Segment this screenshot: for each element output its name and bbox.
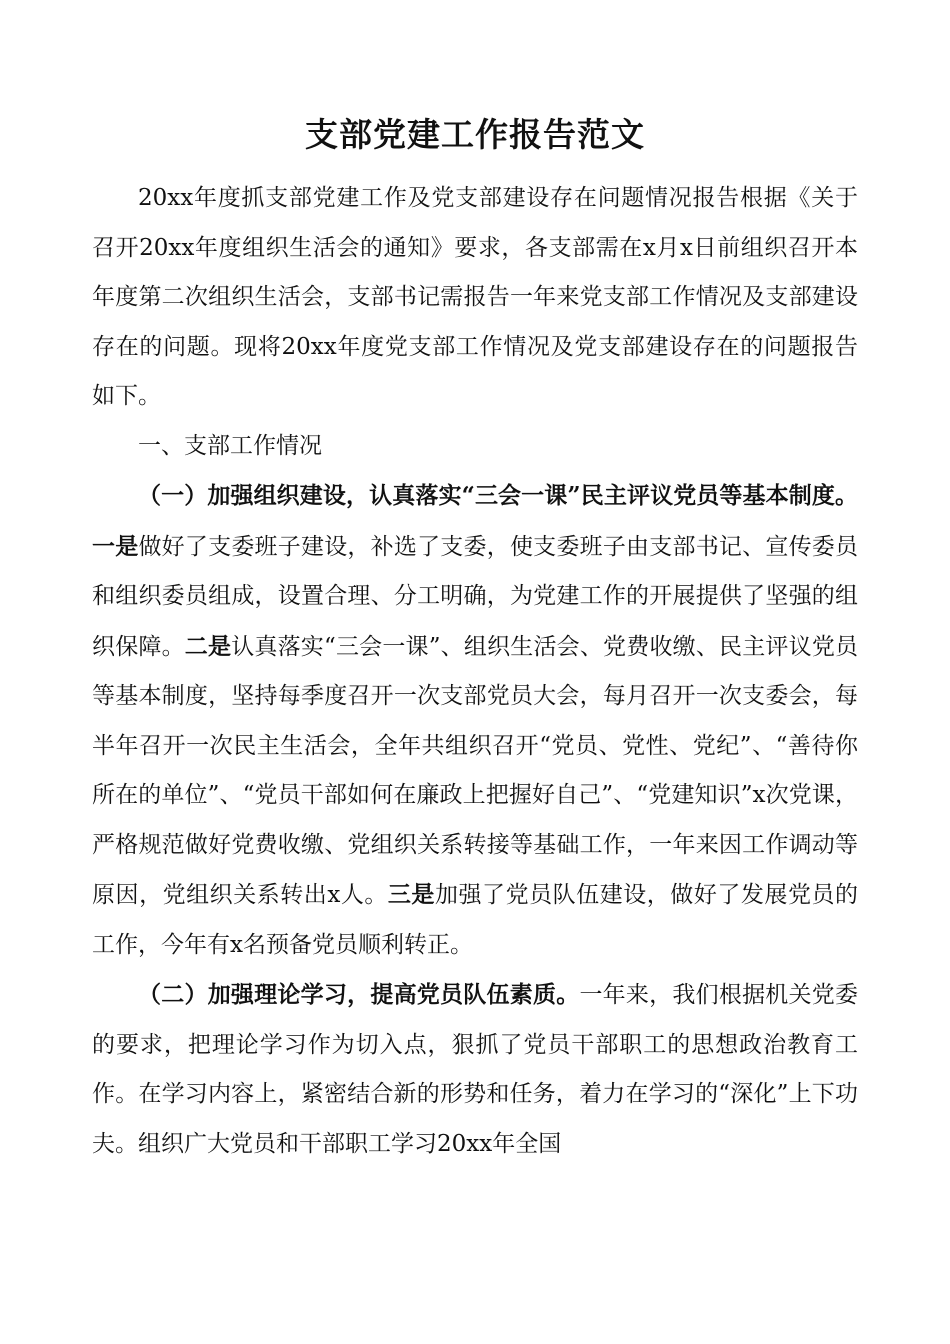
item1-lead-1: 一是 xyxy=(92,532,139,560)
intro-paragraph: 20xx年度抓支部党建工作及党支部建设存在问题情况报告根据《关于召开20xx年度组织生活会的通知》要求，各支部需在x月x日前组织召开本年度第二次组织生活会，支部书记需报告一年来党支部工作情况及支部建设存在的问题。现将20xx年度党支部工作情况及党支部建设存在的问题报告如下。 xyxy=(92,185,858,409)
item1-lead-3: 三是 xyxy=(387,881,435,908)
item1-paragraph xyxy=(92,471,858,970)
item1-lead-2: 二是 xyxy=(184,632,232,660)
document-title: 支部党建工作报告范文 xyxy=(305,115,645,154)
section-heading: 一、支部工作情况 xyxy=(138,432,322,459)
item2-heading: （二）加强理论学习，提高党员队伍素质。 xyxy=(138,981,580,1008)
item1-text-3: 加强了党员队伍建设，做好了发展党员的工作，今年有x名预备党员顺利转正。 xyxy=(92,882,859,958)
item2-paragraph xyxy=(92,970,858,1169)
item2-text: 一年来，我们根据机关党委的要求，把理论学习作为切入点，狠抓了党员干部职工的思想政治教育工作。在学习内容上，紧密结合新的形势和任务，着力在学习的“深化”上下功夫。组织广大党员和干部职工学习20xx年全国 xyxy=(92,982,859,1157)
item1-text-1: 做好了支委班子建设，补选了支委，使支委班子由支部书记、宣传委员和组织委员组成，设置合理、分工明确，为党建工作的开展提供了坚强的组织保障。 xyxy=(92,533,858,660)
item1-text-2: 认真落实“三会一课”、组织生活会、党费收缴、民主评议党员等基本制度，坚持每季度召开一次支部党员大会，每月召开一次支委会，每半年召开一次民主生活会，全年共组织召开“党员、党性、党纪”、“善待你所在的单位”、“党员干部如何在廉政上把握好自己”、“党建知识”x次党课，严格规范做好党费收缴、党组织关系转接等基础工作，一年来因工作调动等原因，党组织关系转出x人。 xyxy=(92,633,859,908)
item1-heading: （一）加强组织建设，认真落实“三会一课”民主评议党员等基本制度。 xyxy=(138,482,858,509)
